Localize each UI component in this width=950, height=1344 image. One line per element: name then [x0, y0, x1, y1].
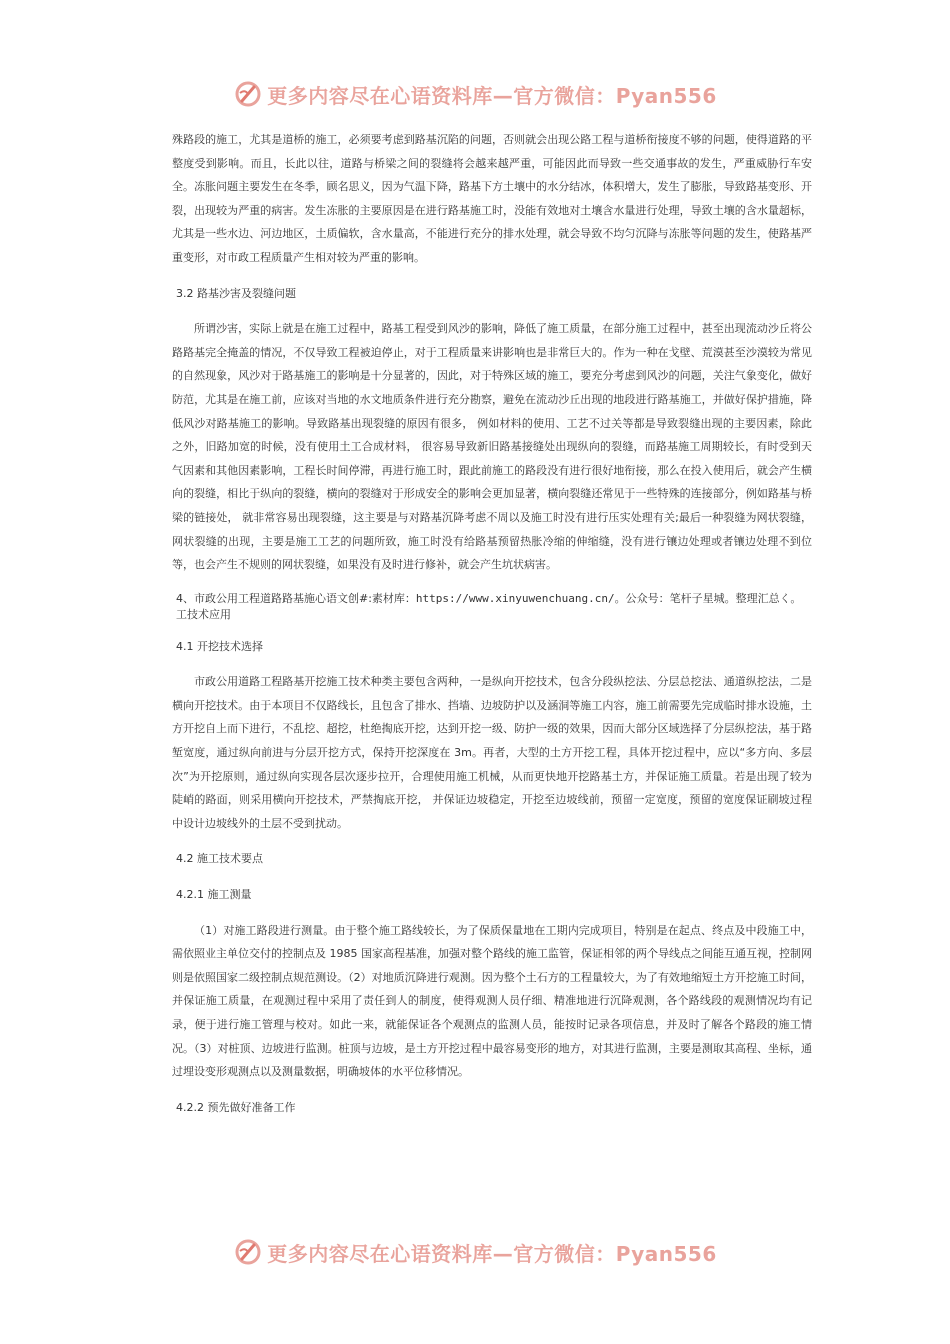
section-heading-4-suffix: 。公众号：笔杆子星城。整理汇总く。工技术应用 [176, 591, 802, 621]
footer-watermark-banner [0, 1232, 950, 1272]
source-url-link[interactable]: https://www.xinyuwenchuang.cn/ [415, 591, 615, 605]
paragraph-sand-cracks: 所谓沙害，实际上就是在施工过程中，路基工程受到风沙的影响，降低了施工质量，在部分施工过程中，甚至出现流动沙丘将公路路基完全掩盖的情况，不仅导致工程被迫停止，对于工程质量来讲影响也是非常巨大的。作为一种在戈壁、荒漠甚至沙漠较为常见的自然现象，风沙对于路基施工的影响是十分显著的，因此，对于特殊区域的施工，要充分考虑到风沙的问题，关注气象变化，做好防范，尤其是在施工前，应该对当地的水文地质条件进行充分勘察，避免在流动沙丘出现的地段进行路基施工，并做好保护措施，降低风沙对路基施工的影响。导致路基出现裂缝的原因有很多， 例如材料的使用、工艺不过关等都是导致裂缝出现的主要因素，除此之外，旧路加宽的时候，没有使用土工合成材料， 很容易导致新旧路基接缝处出现纵向的裂缝，而路基施工周期较长，有时受到天气因素和其他因素影响，工程长时间停滞，再进行施工时，跟此前施工的路段没有进行很好地衔接，那么在投入使用后，就会产生横向的裂缝，相比于纵向的裂缝，横向的裂缝对于形成安全的影响会更加显著，横向裂缝还常见于一些特殊的连接部分，例如路基与桥梁的链接处， 就非常容易出现裂缝，这主要是与对路基沉降考虑不周以及施工时没有进行压实处理有关;最后一种裂缝为网状裂缝，网状裂缝的出现，主要是施工工艺的问题所致，施工时没有给路基预留热胀冷缩的伸缩缝，没有进行镶边处理或者镶边处理不到位等，也会产生不规则的网状裂缝，如果没有及时进行修补，就会产生坑状病害。 [172, 322, 812, 572]
pen-seal-icon [233, 1237, 263, 1267]
section-heading-4-2-2: 4.2.2 预先做好准备工作 [176, 1100, 296, 1114]
section-heading-4-1: 4.1 开挖技术选择 [176, 639, 263, 653]
watermark-text: 更多内容尽在心语资料库—官方微信：Pyan556 [267, 1241, 717, 1266]
paragraph-excavation-choice: 市政公用道路工程路基开挖施工技术种类主要包含两种，一是纵向开挖技术，包含分段纵挖法、分层总挖法、通道纵挖法，二是横向开挖技术。由于本项目不仅路线长，且包含了排水、挡墙、边坡防护以及涵洞等施工内容，施工前需要先完成临时排水设施，土方开挖自上而下进行，不乱挖、超挖，杜绝掏底开挖，达到开挖一级、防护一级的效果，因而大部分区域选择了分层纵挖法，基于路堑宽度，通过纵向前进与分层开挖方式，保持开挖深度在 3m。再者，大型的土方开挖工程，具体开挖过程中，应以“多方向、多层次”为开挖原则，通过纵向实现各层次逐步拉开，合理使用施工机械，从而更快地开挖路基土方，并保证施工质量。若是出现了较为陡峭的路面，则采用横向开挖技术，严禁掏底开挖， 并保证边坡稳定，开挖至边坡线前，预留一定宽度，预留的宽度保证刷坡过程中设计边坡线外的土层不受到扰动。 [172, 675, 812, 830]
paragraph-survey: （1）对施工路段进行测量。由于整个施工路线较长，为了保质保量地在工期内完成项目，特别是在起点、终点及中段施工中，需依照业主单位交付的控制点及 1985 国家高程基准，加强对整个路线的施工监管，保证相邻的两个导线点之间能互通互视，控制网则是依照国家二级控制点规范测设。（2）对地质沉降进行观测。因为整个土石方的工程量较大，为了有效地缩短土方开挖施工时间，并保证施工质量，在观测过程中采用了责任到人的制度，使得观测人员仔细、精准地进行沉降观测，各个路线段的观测情况均有记录，便于进行施工管理与校对。如此一来，就能保证各个观测点的监测人员，能按时记录各项信息，并及时了解各个路段的施工情况。（3）对桩顶、边坡进行监测。桩顶与边坡，是土方开挖过程中最容易变形的地方，对其进行监测，主要是测取其高程、坐标，通过埋设变形观测点以及测量数据，明确坡体的水平位移情况。 [172, 923, 812, 1079]
pen-seal-icon [233, 79, 263, 109]
section-heading-4 [172, 591, 812, 623]
section-heading-4-2: 4.2 施工技术要点 [176, 852, 263, 866]
watermark-text: 更多内容尽在心语资料库—官方微信：Pyan556 [267, 83, 717, 108]
header-watermark-banner [0, 74, 950, 114]
section-heading-4-prefix: 4、市政公用工程道路路基施心语文创#:素材库： [176, 591, 416, 605]
section-heading-3-2: 3.2 路基沙害及裂缝问题 [176, 286, 296, 300]
paragraph-frost-heave: 殊路段的施工，尤其是道桥的施工，必须要考虑到路基沉陷的问题，否则就会出现公路工程与道桥衔接度不够的问题，使得道路的平整度受到影响。而且，长此以往，道路与桥梁之间的裂缝将会越来越严重，可能因此而导致一些交通事故的发生，严重威胁行车安全。冻胀问题主要发生在冬季，顾名思义，因为气温下降，路基下方土壤中的水分结冰，体积增大，发生了膨胀，导致路基变形、开裂，出现较为严重的病害。发生冻胀的主要原因是在进行路基施工时，没能有效地对土壤含水量进行处理，导致土壤的含水量超标，尤其是一些水边、河边地区，土质偏软，含水量高，不能进行充分的排水处理，就会导致不均匀沉降与冻胀等问题的发生，使路基严重变形，对市政工程质量产生相对较为严重的影响。 [172, 133, 812, 264]
document-body [172, 128, 812, 1119]
section-heading-4-2-1: 4.2.1 施工测量 [176, 888, 252, 902]
